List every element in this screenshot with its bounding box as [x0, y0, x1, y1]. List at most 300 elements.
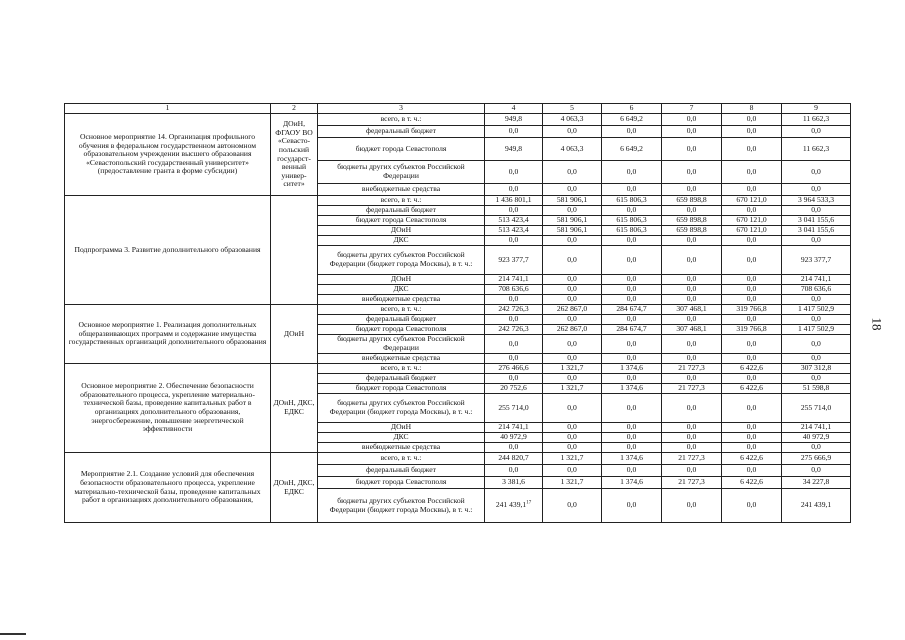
value-cell	[543, 374, 602, 384]
value-cell	[722, 315, 782, 325]
value-cell	[782, 433, 851, 443]
value-cell	[602, 433, 662, 443]
value-cell	[543, 246, 602, 275]
funding-source-cell: бюджет города Севастополя	[318, 138, 485, 161]
value-cell	[662, 477, 722, 489]
value-cell	[662, 335, 722, 354]
value-text: 0,0	[508, 338, 519, 348]
funding-source-cell: бюджет города Севастополя	[318, 216, 485, 226]
value-cell	[485, 335, 543, 354]
value-cell	[543, 465, 602, 477]
value-cell	[722, 126, 782, 138]
value-cell	[722, 206, 782, 216]
funding-source-cell: ДКС	[318, 236, 485, 246]
value-cell	[782, 374, 851, 384]
value-cell	[662, 465, 722, 477]
value-text: 0,0	[626, 274, 637, 284]
value-text: 0,0	[746, 373, 757, 383]
value-text: 255 714,0	[800, 402, 832, 412]
value-text: 0,0	[508, 235, 519, 245]
value-text: 244 820,7	[498, 453, 529, 463]
value-text: 21 727,3	[678, 383, 705, 393]
value-text: 4 063,3	[560, 114, 584, 124]
responsible-cell: ДОиН, ДКС, ЕДКС	[271, 453, 318, 523]
value-text: 581 906,1	[556, 215, 588, 225]
value-cell	[662, 138, 722, 161]
value-cell	[485, 275, 543, 285]
value-text: 3 381,6	[502, 477, 525, 487]
value-text: 0,0	[567, 442, 577, 452]
value-cell	[662, 453, 722, 465]
value-cell	[485, 364, 543, 374]
value-text: 0,0	[626, 254, 637, 264]
value-cell	[602, 325, 662, 335]
value-text: 670 121,0	[736, 225, 767, 235]
value-cell	[602, 465, 662, 477]
funding-source-cell: внебюджетные средства	[318, 354, 485, 364]
value-cell	[782, 394, 851, 423]
value-cell	[602, 206, 662, 216]
funding-source-cell: бюджеты других субъектов Российской Федерации	[318, 335, 485, 354]
value-text: 708 636,6	[498, 284, 529, 294]
funding-source-cell: ДКС	[318, 285, 485, 295]
column-header: 8	[722, 104, 782, 114]
value-text: 20 752,6	[500, 383, 527, 393]
funding-source-cell: бюджеты других субъектов Российской Федерации (бюджет города Москвы), в т. ч.:	[318, 489, 485, 523]
value-cell	[722, 246, 782, 275]
value-text: 0,0	[626, 373, 637, 383]
value-text: 0,0	[626, 442, 637, 452]
value-text: 0,0	[811, 294, 821, 304]
value-cell	[722, 384, 782, 394]
value-cell	[722, 335, 782, 354]
value-cell	[602, 246, 662, 275]
value-cell	[485, 196, 543, 206]
value-cell	[485, 453, 543, 465]
value-cell	[782, 285, 851, 295]
value-text: 0,0	[811, 442, 821, 452]
value-cell	[602, 196, 662, 206]
value-text: 1 321,7	[560, 477, 584, 487]
column-header: 3	[318, 104, 485, 114]
value-cell	[602, 216, 662, 226]
value-cell	[602, 374, 662, 384]
value-text: 0,0	[567, 432, 577, 442]
value-text: 262 867,0	[556, 304, 588, 314]
value-text: 241 439,1	[495, 500, 527, 510]
value-text: 0,0	[626, 353, 637, 363]
value-cell	[722, 161, 782, 184]
value-cell	[722, 489, 782, 523]
value-text: 0,0	[508, 205, 519, 215]
responsible-cell: ДОиН, ФГАОУ ВО «Севасто-польский государст-венный универ-ситет»	[271, 114, 318, 196]
value-cell	[485, 126, 543, 138]
value-cell	[782, 206, 851, 216]
value-cell	[722, 465, 782, 477]
funding-source-cell: бюджеты других субъектов Российской Федерации (бюджет города Москвы), в т. ч.:	[318, 246, 485, 275]
value-cell	[543, 433, 602, 443]
value-text: 0,0	[811, 373, 821, 383]
funding-source-cell: федеральный бюджет	[318, 374, 485, 384]
funding-source-cell: федеральный бюджет	[318, 206, 485, 216]
value-text: 0,0	[626, 402, 637, 412]
value-cell	[782, 489, 851, 523]
funding-source-cell: федеральный бюджет	[318, 465, 485, 477]
value-text: 0,0	[686, 284, 697, 294]
value-cell	[485, 443, 543, 453]
funding-source-cell: всего, в т. ч.:	[318, 305, 485, 315]
value-text: 0,0	[746, 465, 757, 475]
value-text: 0,0	[686, 353, 697, 363]
value-cell	[485, 161, 543, 184]
value-cell	[602, 443, 662, 453]
activity-name-cell: Мероприятие 2.1. Создание условий для обеспечения безопасности образовательного процесса, укрепление материально-технической базы, проведение капитальных работ в организациях дополнительного образования,	[65, 453, 271, 523]
value-cell	[782, 196, 851, 206]
value-text: 0,0	[686, 143, 697, 153]
value-cell	[485, 114, 543, 126]
value-text: 581 906,1	[556, 195, 588, 205]
value-cell	[543, 335, 602, 354]
value-text: 6 649,2	[620, 143, 643, 153]
value-cell	[722, 364, 782, 374]
value-text: 0,0	[811, 126, 821, 136]
value-cell	[485, 477, 543, 489]
value-text: 276 466,6	[498, 363, 529, 373]
value-cell	[485, 226, 543, 236]
value-cell	[543, 453, 602, 465]
funding-source-cell: ДОиН	[318, 275, 485, 285]
funding-source-cell: ДОиН	[318, 226, 485, 236]
value-text: 0,0	[508, 184, 519, 194]
value-text: 40 972,9	[500, 432, 527, 442]
value-cell	[782, 216, 851, 226]
value-text: 1 321,7	[560, 453, 584, 463]
value-text: 659 898,8	[676, 225, 707, 235]
value-text: 0,0	[567, 373, 577, 383]
value-cell	[662, 216, 722, 226]
value-text: 0,0	[508, 465, 519, 475]
value-text: 0,0	[567, 314, 577, 324]
value-cell	[543, 206, 602, 216]
table-row	[65, 453, 851, 465]
funding-source-cell: федеральный бюджет	[318, 126, 485, 138]
value-text: 615 806,3	[616, 195, 647, 205]
value-text: 1 374,6	[620, 363, 643, 373]
value-text: 214 741,1	[800, 422, 832, 432]
value-text: 284 674,7	[616, 304, 647, 314]
value-cell	[543, 477, 602, 489]
value-text: 242 726,3	[498, 324, 529, 334]
value-text: 0,0	[746, 235, 757, 245]
value-cell	[662, 364, 722, 374]
value-text: 0,0	[746, 353, 757, 363]
activity-name-cell: Основное мероприятие 14. Организация профильного обучения в федеральном государственном автономном образовательном учреждении высшего образования «Севастопольский государственный университет» (предоставление гранта в форме субсидии)	[65, 114, 271, 196]
value-cell	[602, 126, 662, 138]
value-cell	[543, 184, 602, 196]
value-cell	[543, 295, 602, 305]
value-cell	[782, 236, 851, 246]
value-text: 307 468,1	[676, 304, 707, 314]
funding-source-cell: бюджет города Севастополя	[318, 477, 485, 489]
value-cell	[602, 315, 662, 325]
value-text: 0,0	[567, 294, 577, 304]
value-cell	[485, 394, 543, 423]
value-text: 0,0	[686, 294, 697, 304]
value-text: 241 439,1	[800, 500, 832, 510]
value-text: 0,0	[746, 314, 757, 324]
value-cell	[662, 315, 722, 325]
value-cell	[662, 433, 722, 443]
value-cell	[782, 184, 851, 196]
value-cell	[543, 275, 602, 285]
value-cell	[722, 295, 782, 305]
responsible-cell	[271, 196, 318, 305]
value-text: 659 898,8	[676, 195, 707, 205]
value-cell	[662, 236, 722, 246]
value-cell	[485, 354, 543, 364]
value-cell	[485, 315, 543, 325]
value-text: 0,0	[686, 184, 697, 194]
value-text: 513 423,4	[498, 225, 529, 235]
value-text: 0,0	[626, 465, 637, 475]
value-text: 923 377,7	[498, 254, 529, 264]
value-text: 0,0	[811, 465, 821, 475]
value-text: 0,0	[567, 500, 577, 510]
value-text: 0,0	[626, 422, 637, 432]
value-text: 0,0	[626, 284, 637, 294]
table-row	[65, 196, 851, 206]
value-text: 615 806,3	[616, 225, 647, 235]
value-text: 21 727,3	[678, 453, 705, 463]
value-cell	[722, 305, 782, 315]
value-text: 0,0	[626, 294, 637, 304]
value-cell	[782, 465, 851, 477]
value-text: 0,0	[626, 184, 637, 194]
value-text: 0,0	[746, 166, 757, 176]
value-cell	[662, 325, 722, 335]
value-text: 0,0	[686, 274, 697, 284]
value-text: 923 377,7	[800, 254, 832, 264]
value-cell	[722, 184, 782, 196]
value-cell	[662, 285, 722, 295]
table-body	[65, 104, 851, 523]
value-cell	[602, 305, 662, 315]
value-cell	[722, 325, 782, 335]
value-cell	[543, 114, 602, 126]
value-cell	[722, 196, 782, 206]
value-text: 0,0	[746, 294, 757, 304]
value-cell	[485, 206, 543, 216]
value-text: 0,0	[567, 465, 577, 475]
value-text: 0,0	[746, 254, 757, 264]
column-header: 5	[543, 104, 602, 114]
value-text: 242 726,3	[498, 304, 529, 314]
value-text: 262 867,0	[556, 324, 588, 334]
value-cell	[543, 226, 602, 236]
value-cell	[602, 184, 662, 196]
value-text: 0,0	[686, 114, 697, 124]
value-text: 11 662,3	[802, 114, 830, 124]
value-text: 0,0	[746, 500, 757, 510]
value-cell	[543, 364, 602, 374]
value-text: 0,0	[626, 235, 637, 245]
value-cell	[543, 394, 602, 423]
value-text: 1 321,7	[560, 383, 584, 393]
value-text: 1 321,7	[560, 363, 584, 373]
value-text: 0,0	[746, 422, 757, 432]
activity-name-cell: Основное мероприятие 1. Реализация дополнительных общеразвивающих программ и содержание имущества государственных организаций дополнительного образования	[65, 305, 271, 364]
value-text: 0,0	[567, 338, 577, 348]
value-cell	[782, 226, 851, 236]
value-text: 0,0	[686, 442, 697, 452]
value-cell	[602, 161, 662, 184]
value-text: 0,0	[508, 314, 519, 324]
funding-source-cell: ДОиН	[318, 423, 485, 433]
value-text: 0,0	[626, 205, 637, 215]
value-cell	[485, 423, 543, 433]
funding-source-cell: внебюджетные средства	[318, 184, 485, 196]
value-text: 0,0	[746, 114, 757, 124]
value-cell	[602, 138, 662, 161]
value-text: 513 423,4	[498, 215, 529, 225]
value-text: 40 972,9	[802, 432, 830, 442]
value-cell	[782, 443, 851, 453]
value-text: 21 727,3	[678, 477, 705, 487]
value-text: 0,0	[508, 442, 519, 452]
value-cell	[602, 295, 662, 305]
value-text: 0,0	[746, 338, 757, 348]
activity-name-cell: Подпрограмма 3. Развитие дополнительного образования	[65, 196, 271, 305]
value-text: 670 121,0	[736, 215, 767, 225]
value-cell	[782, 246, 851, 275]
column-header: 2	[271, 104, 318, 114]
funding-source-cell: бюджеты других субъектов Российской Федерации	[318, 161, 485, 184]
value-text: 6 422,6	[740, 477, 763, 487]
value-text: 6 422,6	[740, 363, 763, 373]
value-cell	[602, 275, 662, 285]
value-cell	[602, 226, 662, 236]
value-cell	[782, 138, 851, 161]
value-text: 0,0	[811, 338, 821, 348]
value-text: 0,0	[686, 432, 697, 442]
value-cell	[543, 285, 602, 295]
value-text: 21 727,3	[678, 363, 705, 373]
value-cell	[602, 354, 662, 364]
value-text: 0,0	[746, 274, 757, 284]
value-text: 3 964 533,3	[797, 195, 835, 205]
value-cell	[543, 489, 602, 523]
value-cell	[722, 453, 782, 465]
value-text: 1 374,6	[620, 383, 643, 393]
value-cell	[782, 275, 851, 285]
value-text: 1 374,6	[620, 477, 643, 487]
value-text: 6 422,6	[740, 453, 763, 463]
value-text: 0,0	[686, 314, 697, 324]
value-text: 659 898,8	[676, 215, 707, 225]
value-cell	[543, 354, 602, 364]
value-text: 0,0	[508, 166, 519, 176]
value-text: 581 906,1	[556, 225, 588, 235]
value-text: 0,0	[746, 126, 757, 136]
value-cell	[543, 423, 602, 433]
funding-source-cell: бюджет города Севастополя	[318, 325, 485, 335]
value-text: 3 041 155,6	[797, 225, 835, 235]
value-cell	[602, 489, 662, 523]
value-text: 0,0	[811, 353, 821, 363]
value-cell	[782, 477, 851, 489]
value-cell	[485, 433, 543, 443]
value-cell	[662, 246, 722, 275]
value-text: 1 374,6	[620, 453, 643, 463]
value-cell	[662, 489, 722, 523]
value-cell	[602, 285, 662, 295]
value-cell	[662, 196, 722, 206]
value-cell	[602, 384, 662, 394]
value-cell	[485, 384, 543, 394]
table-row	[65, 114, 851, 126]
value-text: 0,0	[508, 353, 519, 363]
value-text: 0,0	[567, 166, 577, 176]
value-cell	[782, 295, 851, 305]
value-cell	[782, 315, 851, 325]
value-cell	[782, 354, 851, 364]
value-text: 4 063,3	[560, 143, 584, 153]
value-text: 949,8	[504, 114, 523, 124]
value-text: 34 227,8	[802, 477, 830, 487]
value-text: 670 121,0	[736, 195, 767, 205]
value-text: 0,0	[686, 422, 697, 432]
value-text: 0,0	[746, 184, 757, 194]
value-text: 949,8	[504, 143, 523, 153]
value-text: 615 806,3	[616, 215, 647, 225]
page-number: 18	[869, 317, 885, 331]
value-text: 0,0	[567, 235, 577, 245]
value-cell	[485, 465, 543, 477]
value-cell	[485, 295, 543, 305]
value-cell	[485, 489, 543, 523]
value-cell	[722, 275, 782, 285]
budget-table	[64, 103, 851, 523]
column-header: 4	[485, 104, 543, 114]
value-text: 0,0	[811, 235, 821, 245]
value-text: 214 741,1	[498, 274, 529, 284]
value-cell	[485, 246, 543, 275]
value-cell	[485, 236, 543, 246]
value-cell	[543, 305, 602, 315]
value-text: 319 766,8	[736, 324, 767, 334]
funding-source-cell: бюджеты других субъектов Российской Федерации (бюджет города Москвы), в т. ч.:	[318, 394, 485, 423]
value-cell	[782, 126, 851, 138]
funding-source-cell: всего, в т. ч.:	[318, 364, 485, 374]
funding-source-cell: федеральный бюджет	[318, 315, 485, 325]
value-text: 0,0	[686, 235, 697, 245]
value-cell	[602, 394, 662, 423]
value-text: 0,0	[567, 254, 577, 264]
column-header: 6	[602, 104, 662, 114]
value-cell	[722, 443, 782, 453]
value-cell	[722, 216, 782, 226]
value-text: 0,0	[567, 284, 577, 294]
column-header: 7	[662, 104, 722, 114]
value-cell	[543, 315, 602, 325]
funding-source-cell: всего, в т. ч.:	[318, 196, 485, 206]
value-text: 214 741,1	[800, 274, 832, 284]
funding-source-cell: ДКС	[318, 433, 485, 443]
value-text: 0,0	[746, 402, 757, 412]
value-cell	[722, 433, 782, 443]
value-cell	[485, 374, 543, 384]
value-cell	[782, 364, 851, 374]
